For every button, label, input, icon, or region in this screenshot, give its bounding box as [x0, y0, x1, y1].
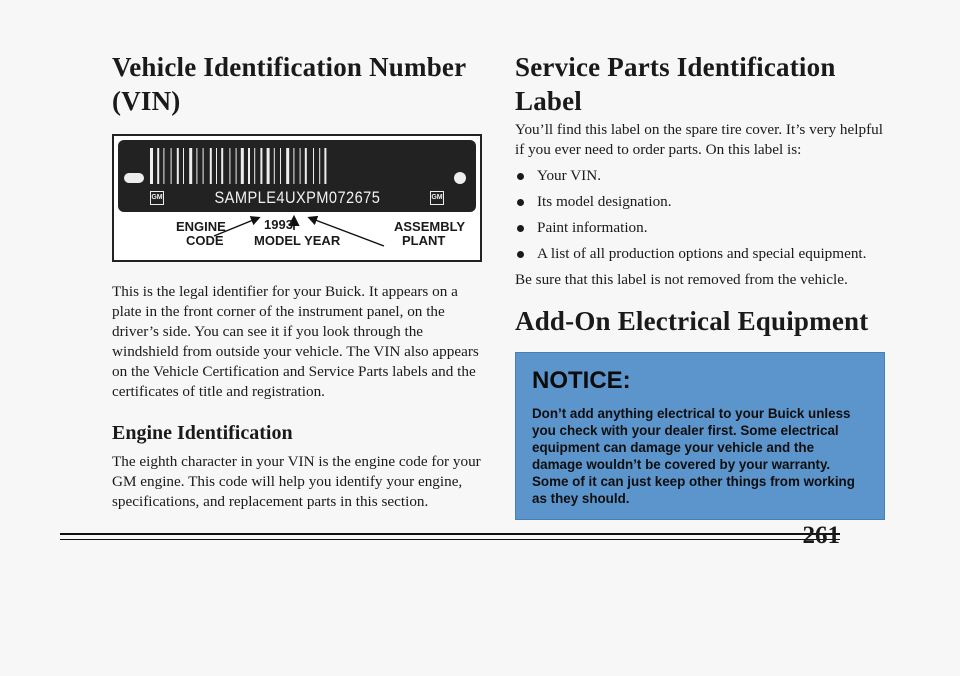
barcode-bar [203, 148, 204, 184]
gm-logo-icon: GM [430, 191, 444, 205]
list-item: A list of all production options and special equipment. [515, 244, 887, 264]
list-item: Its model designation. [515, 192, 887, 212]
assembly-label: ASSEMBLY [394, 219, 466, 234]
engine-label: ENGINE [176, 219, 226, 234]
notice-body: Don’t add anything electrical to your Buick unless you check with your dealer first. Some electrical equipment can damage your vehicle and the damage wouldn’t be covered by your warranty. Some of it can just keep other things from working as they should. [532, 406, 855, 506]
barcode-bar [313, 148, 314, 184]
engine-paragraph: The eighth character in your VIN is the engine code for your GM engine. This code will help you identify your engine, specifications, and replacement parts in this section. [112, 453, 481, 510]
vin-number: SAMPLE4UXPM072675 [214, 188, 380, 207]
model-year-label: MODEL YEAR [254, 233, 341, 248]
footer-rules [60, 533, 840, 540]
left-column [112, 50, 484, 512]
right-column [515, 50, 887, 520]
barcode-bar [280, 148, 281, 184]
barcode-bar [293, 148, 294, 184]
vin-strip [118, 140, 476, 212]
barcode-bar [157, 148, 159, 184]
barcode-bar [319, 148, 320, 184]
model-year-value: 1993 [264, 217, 293, 232]
vin-paragraph: This is the legal identifier for your Buick. It appears on a plate in the front corner of the instrument panel, on the driver’s side. You can see it if you look through the windshield from outside your vehicle. The VIN also appears on the Vehicle Certification and Service Parts labels and the certificates of title and registration. [112, 283, 479, 400]
plate-slot [124, 173, 144, 183]
barcode-bar [189, 148, 192, 184]
gm-logo-icon: GM [150, 191, 164, 205]
barcode-bar [274, 148, 275, 184]
list-item: Paint information. [515, 218, 887, 238]
barcode [150, 148, 440, 184]
barcode-bar [229, 148, 230, 184]
barcode-bar [183, 148, 184, 184]
notice-title: NOTICE: [532, 367, 631, 394]
barcode-bar [241, 148, 244, 184]
list-item: Your VIN. [515, 166, 887, 186]
notice-box [515, 352, 885, 520]
plant-label: PLANT [402, 233, 446, 248]
barcode-bar [260, 148, 262, 184]
barcode-bar [163, 148, 164, 184]
barcode-bar [221, 148, 223, 184]
service-note: Be sure that this label is not removed from the vehicle. [515, 271, 848, 288]
vin-plate-illustration [112, 134, 482, 262]
add-on-electrical-heading: Add-On Electrical Equipment [515, 306, 869, 336]
barcode-bar [236, 148, 237, 184]
barcode-bar [177, 148, 179, 184]
engine-identification-heading: Engine Identification [112, 422, 293, 444]
page-number: 261 [802, 522, 840, 549]
plate-labels [114, 214, 480, 260]
barcode-bar [286, 148, 289, 184]
barcode-bar [305, 148, 307, 184]
barcode-bar [248, 148, 250, 184]
service-parts-heading: Service Parts Identification Label [515, 52, 836, 116]
barcode-bar [210, 148, 212, 184]
vin-heading: Vehicle Identification Number (VIN) [112, 52, 466, 116]
barcode-bar [324, 148, 326, 184]
vin-row [150, 188, 444, 208]
barcode-bar [171, 148, 172, 184]
barcode-bar [196, 148, 197, 184]
code-label: CODE [186, 233, 224, 248]
service-intro: You’ll find this label on the spare tire cover. It’s very helpful if you ever need to order parts. On this label is: [515, 121, 883, 158]
barcode-bar [300, 148, 301, 184]
footer-rule [60, 533, 840, 535]
barcode-bar [254, 148, 255, 184]
barcode-bar [150, 148, 153, 184]
rivet-hole [454, 172, 466, 184]
footer-rule [60, 539, 840, 540]
service-label-list [515, 166, 887, 264]
barcode-bar [216, 148, 217, 184]
barcode-bar [267, 148, 270, 184]
